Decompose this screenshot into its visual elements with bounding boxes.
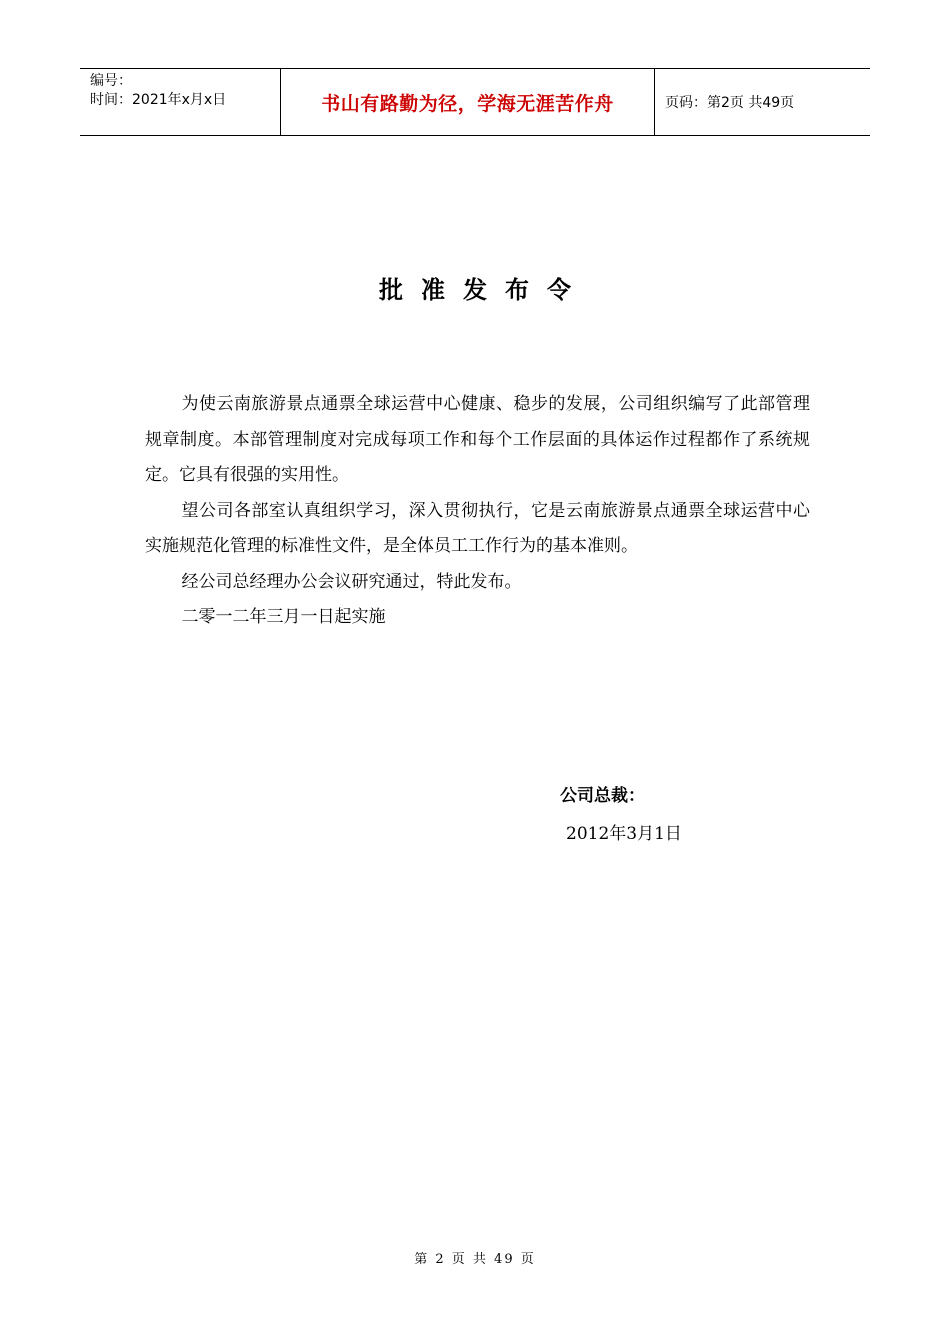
document-title: 批准发布令 [379,276,589,304]
paragraph-3: 经公司总经理办公会议研究通过，特此发布。 [181,571,522,592]
page-footer: 第 2 页 共 49 页 [414,1252,536,1267]
signature-date: 2012年3月1日 [566,824,682,844]
signature-label: 公司总裁： [560,786,645,806]
header-page-info: 页码：第2页 共49页 [665,95,795,111]
paragraph-2: 望公司各部室认真组织学习，深入贯彻执行，它是云南旅游景点通票全球运营中心实施规范化管理的标准性文件，是全体员工工作行为的基本准则。 [145,500,810,556]
header-number-label: 编号： [90,73,132,89]
document-body [145,387,810,636]
header-meta [80,69,281,135]
page-header [80,68,870,136]
header-time-label: 时间：2021年x月x日 [90,92,227,108]
paragraph-1: 为使云南旅游景点通票全球运营中心健康、稳步的发展，公司组织编写了此部管理规章制度。本部管理制度对完成每项工作和每个工作层面的具体运作过程都作了系统规定。它具有很强的实用性。 [145,394,810,485]
header-motto: 书山有路勤为径，学海无涯苦作舟 [281,69,655,135]
paragraph-4: 二零一二年三月一日起实施 [181,607,386,627]
